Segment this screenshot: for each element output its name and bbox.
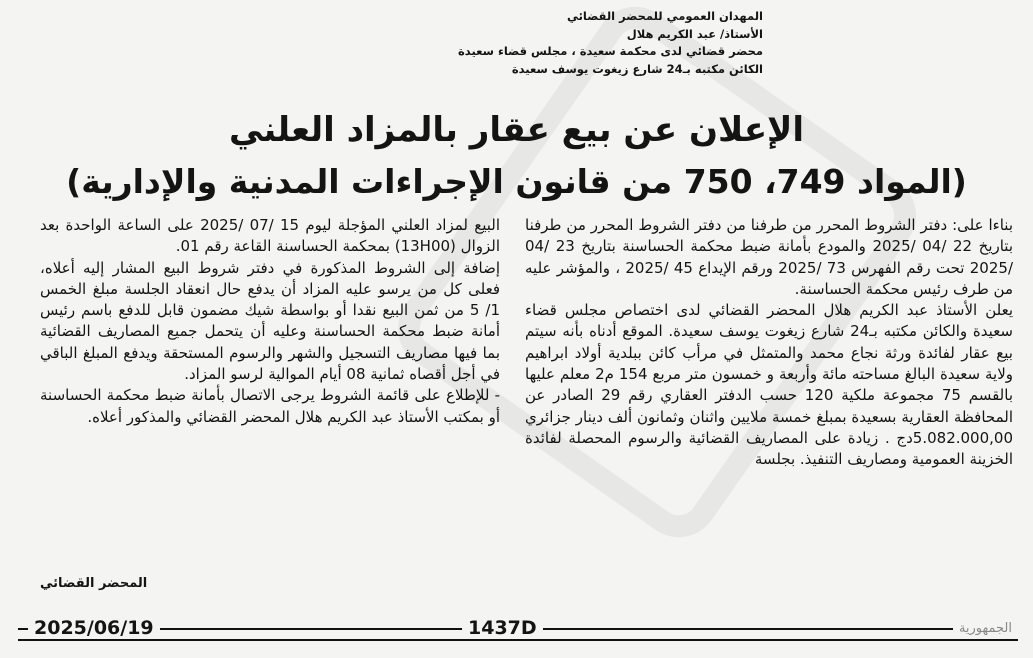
header-line-3: محضر قضائي لدى محكمة سعيدة ، مجلس قضاء سعيدة [458,44,763,58]
header-line-1: المهدان العمومي للمحضر القضائي [566,9,763,23]
signature-label: المحضر القضائي [40,576,148,591]
publication-date: 2025/06/19 [28,617,160,639]
header-line-2: الأستاذ/ عبد الكريم هلال [626,26,763,41]
body-paragraph-2: يعلن الأستاذ عبد الكريم هلال المحضر القضائي لدى اختصاص مجلس قضاء سعيدة والكائن مكتبه بـ24 شارع زيغوت يوسف سعيدة. الموقع أدناه بأنه سيتم بيع عقار لفائدة ورثة نجاع محمد والمتمثل في مرأب كائن ببلدية أولاد ابراهيم ولاية سعيدة البالغ مساحته مائة وأربعة و خمسون متر مربع 154 م2 معلم عليها بالقسم 75 مجموعة ملكية 120 حسب الدفتر العقاري رقم 29 الصادر عن المحافظة العقارية بسعيدة بمبلغ خمسة ملايين واثنان وثمانون ألف دينار جزائري 5.082.000,00دج . زيادة على المصاريف القضائية والرسوم المحصلة لفائدة الخزينة العمومية ومصاريف التنفيذ. بجلسة [525,301,1013,469]
body-paragraph-1: بناءا على: دفتر الشروط المحرر من طرفنا من دفتر الشروط المحرر من طرفنا بتاريخ 22 /04 /2025 والمودع بأمانة ضبط محكمة الحساسنة بتاريخ 23 /04 /2025 تحت رقم الفهرس 73 /2025 ورقم الإيداع 45 /2025 ، والمؤشر عليه من طرف رئيس محكمة الحساسنة. [525,216,1014,298]
newspaper-logo: الجمهورية [953,621,1018,636]
issue-number: 1437D [462,617,543,639]
announcement-subtitle: (المواد 749، 750 من قانون الإجراءات المدنية والإدارية) [66,162,967,201]
body-paragraph-3: البيع لمزاد العلني المؤجلة ليوم 15 /07 /2025 على الساعة الواحدة بعد الزوال (13H00) بمحكمة الحساسنة القاعة رقم 01. [40,216,500,256]
body-paragraph-4: إضافة إلى الشروط المذكورة في دفتر شروط البيع المشار إليه أعلاه، فعلى كل من يرسو عليه المزاد أن يدفع حال انعقاد الجلسة مبلغ الخمس 1/ 5 من ثمن البيع نقدا أو بواسطة شيك مضمون قابل للدفع باسم رئيس أمانة ضبط محكمة الحساسنة وعليه أن يتحمل جميع المصاريف القضائية بما فيها مصاريف التسجيل والشهر والرسوم المستحقة ويدفع المبلغ الباقي في أجل أقصاه ثمانية 08 أيام الموالية لرسو المزاد. [40,258,500,384]
body-paragraph-5: - للإطلاع على قائمة الشروط يرجى الاتصال بأمانة ضبط محكمة الحساسنة أو بمكتب الأستاذ عبد الكريم هلال المحضر القضائي والمذكور أعلاه. [40,386,500,426]
announcement-title: الإعلان عن بيع عقار بالمزاد العلني [228,110,805,150]
body-column-left [40,215,500,428]
bailiff-header [283,8,763,78]
body-column-right [525,215,1013,471]
header-line-4: الكائن مكتبه بـ24 شارع زيغوت يوسف سعيدة [511,61,763,76]
